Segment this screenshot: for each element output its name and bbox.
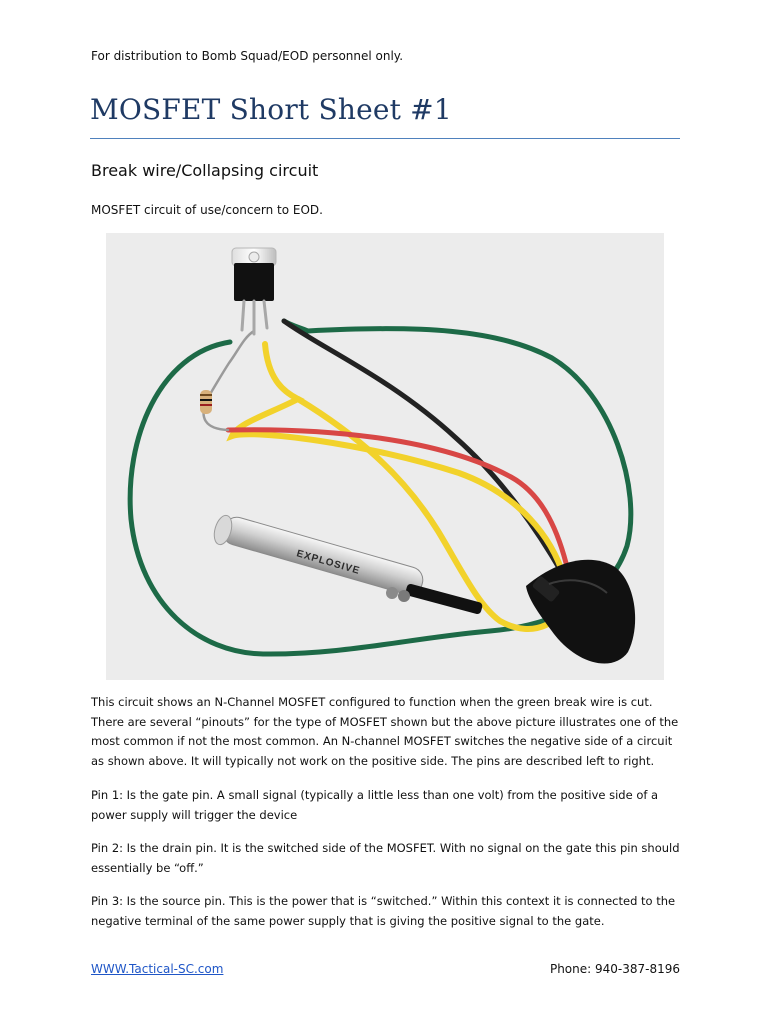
source-pin-paragraph: Pin 3: Is the source pin. This is the power that is “switched.” Within this context it is connected to the negative terminal of the same power supply that is giving the positive signal to the gate. [91, 894, 676, 928]
resistor [200, 390, 212, 414]
mosfet-circuit-photo [106, 233, 664, 680]
description-paragraph: This circuit shows an N-Channel MOSFET configured to function when the green break wire is cut. There are several “pinouts” for the type of MOSFET shown but the above picture illustrates one of the most common if not the most common. An N-channel MOSFET switches the negative side of a circuit as shown above. It will typically not work on the positive side. The pins are described left to right. [91, 695, 679, 768]
distribution-notice: For distribution to Bomb Squad/EOD personnel only. [91, 49, 404, 63]
drain-pin-paragraph: Pin 2: Is the drain pin. It is the switched side of the MOSFET. With no signal on the gate this pin should essentially be “off.” [91, 841, 680, 875]
figure-caption: MOSFET circuit of use/concern to EOD. [91, 203, 323, 217]
section-subtitle: Break wire/Collapsing circuit [91, 161, 319, 180]
circuit-illustration [106, 233, 664, 680]
title-divider [90, 138, 680, 139]
phone-number: Phone: 940-387-8196 [549, 962, 680, 976]
website-link[interactable]: WWW.Tactical-SC.com [91, 962, 224, 976]
explosive-label: EXPLOSIVE [295, 548, 362, 577]
page-title: MOSFET Short Sheet #1 [90, 93, 452, 126]
gate-pin-paragraph: Pin 1: Is the gate pin. A small signal (typically a little less than one volt) from the positive side of a power supply will trigger the device [91, 788, 659, 822]
